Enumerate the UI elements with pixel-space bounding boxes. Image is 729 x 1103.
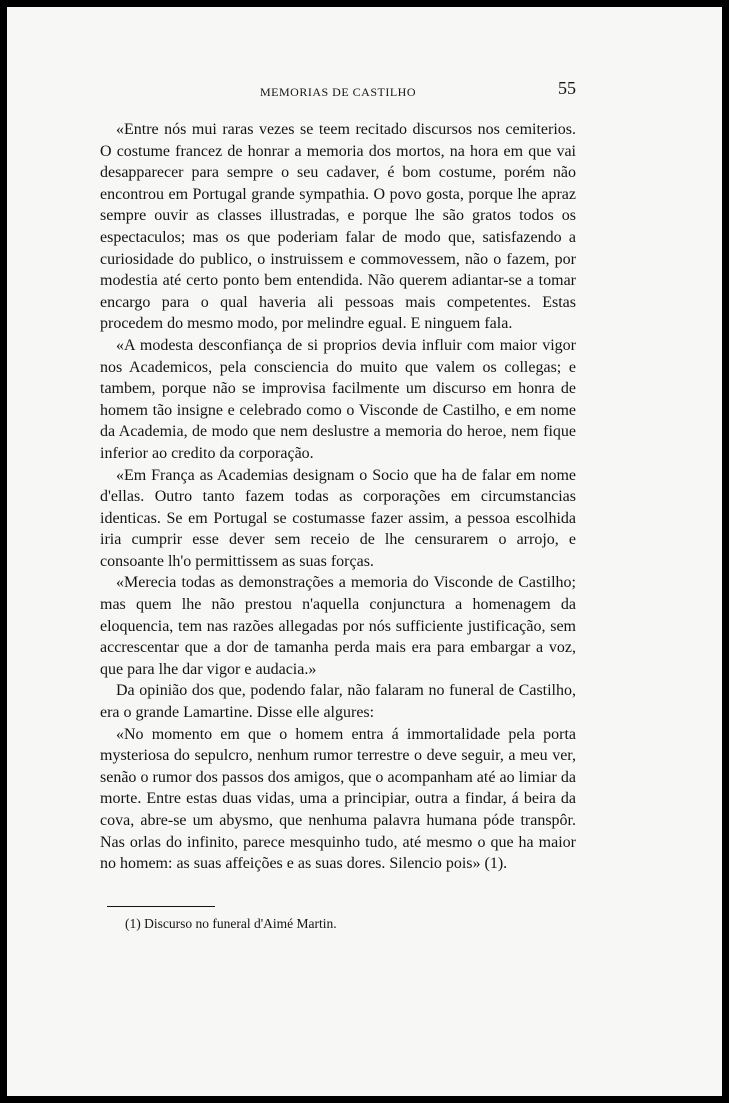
paragraph: «No momento em que o homem entra á immortalidade pela porta mysteriosa do sepulcro, nenhum rumor terrestre o deve seguir, a meu ver, senão o rumor dos passos dos amigos, que o acompanham até ao limiar da morte. Entre estas duas vidas, uma a principiar, outra a findar, á beira da cova, abre-se um abysmo, que nenhuma palavra humana póde transpôr. Nas orlas do infinito, parece mesquinho tudo, até mesmo o que ha maior no homem: as suas affeições e as suas dores. Silencio pois» (1).	[100, 725, 576, 873]
paragraph: «Merecia todas as demonstrações a memoria do Visconde de Castilho; mas quem lhe não prestou n'aquella conjunctura a homenagem da eloquencia, tem nas razões allegadas por nós sufficiente justificação, sem accrescentar que a dor de tamanha perda mais era para embargar a voz, que para lhe dar vigor e audacia.»	[100, 574, 576, 678]
footnote-rule	[107, 906, 215, 907]
page-header	[100, 78, 576, 104]
page-number: 55	[558, 78, 576, 98]
paragraph: «Em França as Academias designam o Socio que ha de falar em nome d'ellas. Outro tanto fazem todas as corporações em circumstancias identicas. Se em Portugal se costumasse fazer assim, a pessoa escolhida iria cumprir esse dever sem receio de lhe censurarem o arrojo, e consoante lh'o permittissem as suas forças.	[100, 466, 576, 570]
paragraph: Da opinião dos que, podendo falar, não falaram no funeral de Castilho, era o grande Lamartine. Disse elle algures:	[100, 682, 576, 722]
book-page	[7, 7, 722, 1096]
body-text	[100, 119, 576, 875]
paragraph: «A modesta desconfiança de si proprios devia influir com maior vigor nos Academicos, pela consciencia do muito que valem os collegas; e tambem, porque não se improvisa facilmente um discurso em honra de homem tão insigne e celebrado como o Visconde de Castilho, e em nome da Academia, de modo que nem deslustre a memoria do heroe, nem fique inferior ao credito da corporação.	[100, 336, 576, 462]
footnote: (1) Discurso no funeral d'Aimé Martin.	[125, 916, 337, 931]
running-title: MEMORIAS DE CASTILHO	[259, 85, 416, 99]
paragraph: «Entre nós mui raras vezes se teem recitado discursos nos cemiterios. O costume francez de honrar a memoria dos mortos, na hora em que vai desapparecer para sempre o seu cadaver, é bom costume, porém não encontrou em Portugal grande sympathia. O povo gosta, porque lhe apraz sempre ouvir as classes illustradas, e porque lhe são gratos todos os espectaculos; mas os que poderiam falar de modo que, satisfazendo a curiosidade do publico, o instruissem e commovessem, não o fazem, por modestia até certo ponto bem entendida. Não querem adiantar-se a tomar encargo para o qual haveria ali pessoas mais competentes. Estas procedem do mesmo modo, por melindre egual. E ninguem fala.	[100, 121, 576, 333]
